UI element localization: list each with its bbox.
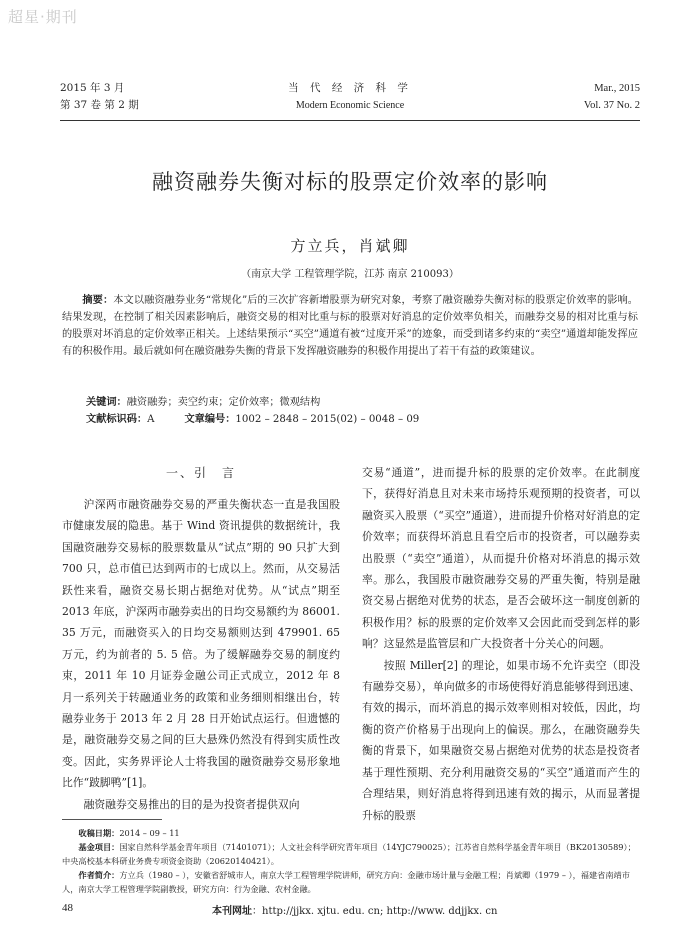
issue-date-cn: 2015 年 3 月 [60,82,125,94]
journal-website-label: 本刊网址 [212,906,252,917]
keywords-label: 关键词： [86,396,127,408]
journal-website [212,902,497,917]
page-number: 48 [62,902,73,914]
abstract [62,292,638,360]
footnote-label: 作者简介： [78,870,120,880]
issue-volume-cn: 第 37 卷 第 2 期 [60,99,139,111]
article-id-value: 1002 – 2848 – 2015(02) – 0048 – 09 [235,414,420,425]
issue-date-en: Mar., 2015 [594,83,640,94]
journal-name-en: Modern Economic Science [295,100,405,111]
abstract-label: 摘要： [82,294,114,306]
document-code [86,414,154,425]
article-authors: 方立兵，肖斌卿 [290,237,410,255]
article-id-label: 文章编号： [184,413,236,425]
document-code-value: A [147,414,155,425]
footnote-received [62,826,638,840]
paragraph: 沪深两市融资融券交易的严重失衡状态一直是我国股市健康发展的隐患。基于 Wind 资讯提供的数据统计，我国融资融券交易标的股票数量从“试点”期的 90 只扩大到 700 只，总市值已达到两市的七成以上。然而，从交易活跃性来看，融资交易长期占据绝对优势。从“试点”期至 2013 年底，沪深两市融券卖出的日均交易额约为 86001. 35 万元，而融资买入的日均交易额则达到 479901. 65 万元，约为前者的 5. 5 倍。为了缓解融券交易的制度约束，2011 年 10 月证券金融公司正式成立，2012 年 8 月一系列关于转融通业务的政策和业务细则相继出台，转融券业务于 2013 年 2 月 28 日开始试点运行。但遗憾的是，融资融券交易之间的巨大悬殊仍然没有得到实质性改变。因此，实务界评论人士将我国的融资融券交易形象地比作“跛脚鸭”[1]。 [62,498,340,790]
journal-website-urls[interactable]: ：http://jjkx. xjtu. edu. cn; http://www. ddjjkx. cn [252,906,498,917]
footnote-text: 国家自然科学基金青年项目（71401071）；人文社会科学研究青年项目（14YJC790025）；江苏省自然科学基金青年项目（BK20130589）；中央高校基本科研业务费专项资金资助（20620140421）。 [62,842,636,866]
article-title: 融资融券失衡对标的股票定价效率的影响 [152,170,548,194]
classification-line [86,411,449,428]
issue-volume-en: Vol. 37 No. 2 [583,100,640,111]
footnote-author-bio [62,868,638,896]
footnote-funding [62,840,638,868]
right-column [362,462,640,826]
watermark: 超星·期刊 [8,8,78,26]
paragraph: 融资融券交易推出的目的是为投资者提供双向 [83,797,300,811]
footnote-text: 2014 – 09 – 11 [119,828,180,838]
section-heading-introduction: 一、引 言 [165,466,236,480]
keywords-text: 融资融券；卖空约束；定价效率；微观结构 [126,397,321,408]
paragraph: 按照 Miller[2] 的理论，如果市场不允许卖空（即没有融券交易），单向做多的市场使得好消息能够得到迅速、有效的揭示，而坏消息的揭示效率则相对较低，因此，均衡的资产价格易于出现向上的偏误。那么，在融资融券失衡的背景下，如果融资交易占据绝对优势的状态是投资者基于理性预期、充分利用融资交易的“买空”通道而产生的合理结果，则好消息将得到迅速有效的揭示，从而显著提升标的股票 [362,658,640,822]
footnote-label: 收稿日期： [78,828,120,838]
header-right [584,80,640,114]
header-center [60,80,640,114]
paragraph: 交易“通道”，进而提升标的股票的定价效率。在此制度下，获得好消息且对未来市场持乐观预期的投资者，可以融资买入股票（“买空”通道），进而提升价格对好消息的定价效率；而获得坏消息且看空后市的投资者，可以融券卖出股票（“卖空”通道），从而提升价格对坏消息的揭示效率。那么，我国股市融资融券交易的严重失衡，特别是融资交易占据绝对优势的状态，是否会破坏这一制度创新的积极作用？标的股票的定价效率又会因此而受到怎样的影响？这显然是监管层和广大投资者十分关心的问题。 [362,466,640,651]
document-code-label: 文献标识码： [86,413,148,425]
keywords [86,394,320,411]
running-header [60,80,640,121]
journal-name-cn: 当 代 经 济 科 学 [288,82,412,94]
footnotes [62,826,638,896]
author-affiliation: （南京大学 工程管理学院，江苏 南京 210093） [241,269,459,280]
abstract-text: 本文以融资融券业务“常规化”后的三次扩容新增股票为研究对象，考察了融资融券失衡对标的股票定价效率的影响。结果发现，在控制了相关因素影响后，融资交易的相对比重与标的股票对好消息的定价效率负相关，而融券交易的相对比重与标的股票对坏消息的定价效率正相关。上述结果预示“买空”通道有被“过度开采”的迹象，而受到诸多约束的“卖空”通道却能发挥应有的积极作用。最后就如何在融资融券失衡的背景下发挥融资融券的积极作用提出了若干有益的政策建议。 [62,295,638,357]
footnote-text: 方立兵（1980 – ），安徽省舒城市人，南京大学工程管理学院讲师，研究方向：金融市场计量与金融工程；肖斌卿（1979 – ），福建省南靖市人，南京大学工程管理学院副教授，研究方向：行为金融、农村金融。 [62,870,630,894]
footnote-rule [62,819,162,820]
footnote-label: 基金项目： [78,842,120,852]
article-id [184,414,419,425]
left-column [62,462,340,815]
